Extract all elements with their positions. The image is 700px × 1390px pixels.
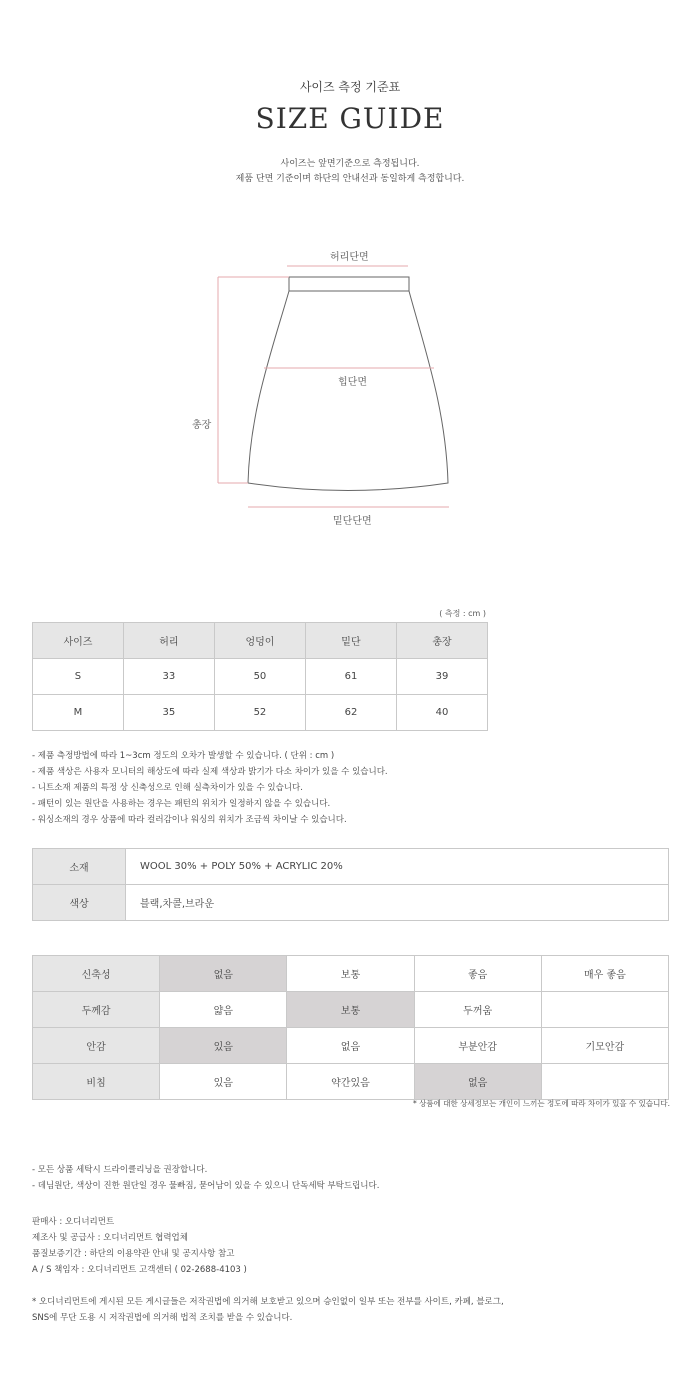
color-value: 블랙,차콜,브라운 <box>126 885 669 921</box>
feel-option: 좋음 <box>414 956 541 992</box>
info-line: 판매사 : 오디너리먼트 <box>32 1217 115 1227</box>
size-cell: 33 <box>123 659 214 695</box>
size-cell: 40 <box>396 695 487 731</box>
unit-label: ( 측정 : cm ) <box>439 609 486 618</box>
note-line: - 패턴이 있는 원단을 사용하는 경우는 패턴의 위치가 일정하지 않을 수 있습니다. <box>32 799 331 809</box>
size-header-cell: 총장 <box>396 623 487 659</box>
feel-row-label: 비침 <box>33 1064 160 1100</box>
table-row <box>33 1028 669 1064</box>
feel-option-selected: 보통 <box>287 992 414 1028</box>
feel-option-selected: 없음 <box>414 1064 541 1100</box>
length-label: 총장 <box>192 420 212 431</box>
size-cell: 61 <box>305 659 396 695</box>
feel-option: 없음 <box>287 1028 414 1064</box>
skirt-body <box>248 291 448 491</box>
feel-option: 기모안감 <box>541 1028 668 1064</box>
table-row <box>33 885 669 921</box>
table-row <box>33 1064 669 1100</box>
copyright-line: SNS에 무단 도용 시 저작권법에 의거해 법적 조치를 받을 수 있습니다. <box>32 1313 293 1323</box>
size-guide-title: SIZE GUIDE <box>255 102 445 135</box>
feel-option: 부분안감 <box>414 1028 541 1064</box>
size-cell: 35 <box>123 695 214 731</box>
material-table <box>32 848 669 921</box>
note-line: - 니트소재 제품의 특정 상 신축성으로 인해 실측차이가 있을 수 있습니다. <box>32 783 303 793</box>
size-table <box>32 622 488 731</box>
size-header-cell: 사이즈 <box>33 623 124 659</box>
feel-option-selected: 있음 <box>160 1028 287 1064</box>
skirt-waistband <box>289 277 409 291</box>
size-header-cell: 허리 <box>123 623 214 659</box>
feel-option: 약간있음 <box>287 1064 414 1100</box>
feel-option-selected: 없음 <box>160 956 287 992</box>
info-line: 품질보증기간 : 하단의 이용약관 안내 및 공지사항 참고 <box>32 1249 235 1259</box>
fabric-label: 소재 <box>33 849 126 885</box>
table-row <box>33 695 488 731</box>
feel-option: 얇음 <box>160 992 287 1028</box>
size-cell: 62 <box>305 695 396 731</box>
care-line: - 데님원단, 색상이 진한 원단일 경우 물빠짐, 묻어남이 있을 수 있으니 단독세탁 부탁드립니다. <box>32 1181 380 1191</box>
feel-option <box>541 992 668 1028</box>
feel-row-label: 두께감 <box>33 992 160 1028</box>
feel-table-note: * 상품에 대한 상세정보는 개인이 느끼는 정도에 따라 차이가 있을 수 있습니다. <box>413 1099 670 1108</box>
copyright-notice <box>32 1294 504 1326</box>
size-header-cell: 밑단 <box>305 623 396 659</box>
size-cell: M <box>33 695 124 731</box>
care-line: - 모든 상품 세탁시 드라이클리닝을 권장합니다. <box>32 1165 208 1175</box>
fabric-feel-table <box>32 955 669 1100</box>
size-table-header <box>33 623 488 659</box>
copyright-line: * 오디너리먼트에 게시된 모든 게시글들은 저작권법에 의거해 보호받고 있으며 승인없이 일부 또는 전부를 사이트, 카페, 블로그, <box>32 1297 504 1307</box>
feel-row-label: 신축성 <box>33 956 160 992</box>
waist-label: 허리단면 <box>330 252 369 263</box>
size-cell: 39 <box>396 659 487 695</box>
size-guide-subtitle: 사이즈 측정 기준표 <box>299 80 401 94</box>
info-line: A / S 책임자 : 오디너리먼트 고객센터 ( 02-2688-4103 ) <box>32 1265 247 1275</box>
care-instructions <box>32 1162 379 1194</box>
table-row <box>33 849 669 885</box>
size-guide-desc-line1: 사이즈는 앞면기준으로 측정됩니다. <box>280 159 420 169</box>
size-header-cell: 엉덩이 <box>214 623 305 659</box>
note-line: - 제품 측정방법에 따라 1~3cm 정도의 오차가 발생할 수 있습니다. ( 단위 : cm ) <box>32 751 335 761</box>
color-label: 색상 <box>33 885 126 921</box>
size-cell: 50 <box>214 659 305 695</box>
info-line: 제조사 및 공급사 : 오디너리먼트 협력업체 <box>32 1233 188 1243</box>
seller-info <box>32 1214 247 1278</box>
feel-row-label: 안감 <box>33 1028 160 1064</box>
fabric-value: WOOL 30% + POLY 50% + ACRYLIC 20% <box>126 849 669 885</box>
feel-option: 있음 <box>160 1064 287 1100</box>
size-cell: 52 <box>214 695 305 731</box>
feel-option: 매우 좋음 <box>541 956 668 992</box>
table-row <box>33 659 488 695</box>
hem-label: 밑단단면 <box>333 516 372 527</box>
feel-option <box>541 1064 668 1100</box>
note-line: - 제품 색상은 사용자 모니터의 해상도에 따라 실제 색상과 밝기가 다소 차이가 있을 수 있습니다. <box>32 767 388 777</box>
table-row <box>33 992 669 1028</box>
feel-option: 보통 <box>287 956 414 992</box>
skirt-diagram <box>0 240 700 540</box>
feel-option: 두꺼움 <box>414 992 541 1028</box>
skirt-illustration <box>0 240 700 540</box>
size-cell: S <box>33 659 124 695</box>
measurement-notes <box>32 748 388 828</box>
hip-label: 힙단면 <box>338 377 367 388</box>
table-row <box>33 956 669 992</box>
size-guide-desc-line2: 제품 단면 기준이며 하단의 안내선과 동일하게 측정합니다. <box>235 174 465 184</box>
note-line: - 워싱소재의 경우 상품에 따라 컬러감이나 워싱의 위치가 조금씩 차이날 수 있습니다. <box>32 815 347 825</box>
